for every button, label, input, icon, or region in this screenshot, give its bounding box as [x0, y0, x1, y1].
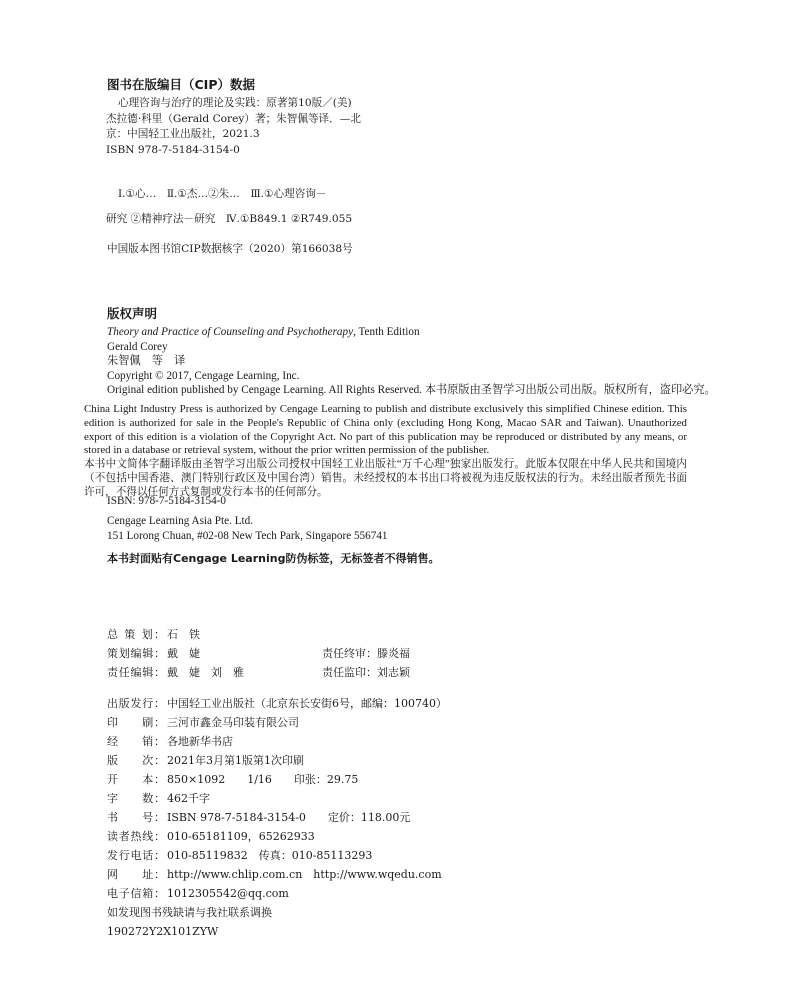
authorization-english: China Light Industry Press is authorized by Cengage Learning to publish and distribute exclusively this simplified Chinese edition. This edition is authorized for sale in the People's Republic of China only (excluding Hong Kong, Macao SAR and Taiwan). Unauthorized export of this edition is a violation of the Copyright Act. No part of this publication may be reproduced or distributed by any means, or stored in a database or retrieval system, without the prior written permission of the publisher.	[84, 403, 687, 457]
staff-label: 责任监印：	[322, 666, 377, 679]
cip-isbn: ISBN 978-7-5184-3154-0	[106, 143, 240, 156]
pub-row-phone	[107, 846, 687, 865]
pub-label: 电子信箱：	[107, 887, 165, 900]
pub-label: 出版发行：	[107, 697, 165, 710]
pub-row-email	[107, 884, 687, 903]
book-author: Gerald Corey	[107, 340, 168, 353]
cip-class-line: Ⅰ.①心… Ⅱ.①杰…②朱… Ⅲ.①心理咨询－	[118, 188, 327, 200]
staff-value: 戴 婕	[167, 647, 200, 660]
pub-value: 010-65181109，65262933	[167, 830, 315, 843]
authorization-chinese: 本书中文简体字翻译版由圣智学习出版公司授权中国轻工业出版社“万千心理”独家出版发行。此版本仅限在中华人民共和国境内（不包括中国香港、澳门特别行政区及中国台湾）销售。未经授权的本书出口将被视为违反版权法的行为。未经出版者预先书面许可，不得以任何方式复制或发行本书的任何部分。	[84, 459, 687, 498]
pub-row-hotline	[107, 827, 687, 846]
staff-row	[107, 663, 687, 682]
staff-value: 刘志颖	[377, 666, 410, 679]
cip-line: 心理咨询与治疗的理论及实践：原著第10版／(美)	[118, 97, 352, 109]
cip-class-line: 研究 ②精神疗法－研究 Ⅳ.①B849.1 ②R749.055	[106, 213, 353, 225]
copyright-line: Copyright © 2017, Cengage Learning, Inc.	[107, 369, 300, 382]
staff-row	[107, 625, 687, 644]
pub-row-code	[107, 922, 687, 941]
pub-label: 字 数：	[107, 792, 165, 805]
book-title	[107, 325, 687, 340]
staff-label: 责任终审：	[322, 647, 377, 660]
original-edition: Original edition published by Cengage Learning. All Rights Reserved. 本书原版由圣智学习出版公司出版。版权所有，盗印必究。	[107, 384, 716, 396]
pub-label: 网 址：	[107, 868, 165, 881]
print-code: 190272Y2X101ZYW	[107, 925, 219, 938]
pub-row-printer	[107, 713, 687, 732]
pub-row-edition	[107, 751, 687, 770]
pub-label: 经 销：	[107, 735, 165, 748]
pub-row-defect	[107, 903, 687, 922]
pub-row-distributor	[107, 732, 687, 751]
cengage-asia-address: 151 Lorong Chuan, #02-08 New Tech Park, Singapore 556741	[107, 529, 388, 542]
publication-details	[107, 694, 687, 941]
staff-label: 策划编辑：	[107, 647, 165, 660]
pub-label: 印 刷：	[107, 716, 165, 729]
pub-label: 读者热线：	[107, 830, 165, 843]
pub-value: http://www.chlip.com.cn http://www.wqedu.com	[167, 868, 442, 881]
cip-number: 中国版本图书馆CIP数据核字（2020）第166038号	[107, 243, 353, 255]
pub-value: 010-85119832 传真：010-85113293	[167, 849, 373, 862]
pub-row-format	[107, 770, 687, 789]
cip-heading: 图书在版编目（CIP）数据	[107, 77, 255, 92]
pub-row-website	[107, 865, 687, 884]
staff-label: 总 策 划：	[107, 628, 165, 641]
copyright-heading: 版权声明	[107, 306, 158, 321]
pub-value: 2021年3月第1版第1次印刷	[167, 754, 304, 767]
staff-credits	[107, 625, 687, 682]
book-edition: , Tenth Edition	[353, 326, 420, 338]
pub-label: 版 次：	[107, 754, 165, 767]
book-title-italic: Theory and Practice of Counseling and Psychotherapy	[107, 326, 354, 338]
pub-value: 462千字	[167, 792, 210, 805]
pub-value: 各地新华书店	[167, 735, 233, 748]
pub-value: 1012305542@qq.com	[167, 887, 289, 900]
pub-value: ISBN 978-7-5184-3154-0 定价：118.00元	[167, 811, 411, 824]
cengage-asia-name: Cengage Learning Asia Pte. Ltd.	[107, 515, 254, 527]
cengage-asia	[107, 514, 687, 543]
cip-classification	[106, 182, 678, 232]
anti-counterfeit-notice: 本书封面贴有Cengage Learning防伪标签，无标签者不得销售。	[107, 552, 440, 565]
cip-line: 杰拉德·科里（Gerald Corey）著；朱智佩等译．—北	[106, 112, 361, 125]
pub-value: 三河市鑫金马印装有限公司	[167, 716, 299, 729]
copyright-block	[107, 325, 716, 398]
pub-row-publisher	[107, 694, 687, 713]
book-translator: 朱智佩 等 译	[107, 355, 186, 367]
pub-value: 850×1092 1/16 印张：29.75	[167, 773, 359, 786]
pub-row-words	[107, 789, 687, 808]
staff-label: 责任编辑：	[107, 666, 165, 679]
staff-row	[107, 644, 687, 663]
pub-value: 中国轻工业出版社（北京东长安街6号，邮编：100740）	[167, 697, 447, 710]
defect-notice: 如发现图书残缺请与我社联系调换	[107, 906, 272, 919]
staff-value: 滕炎福	[377, 647, 410, 660]
staff-value: 石 铁	[167, 628, 200, 641]
cip-record	[106, 96, 678, 158]
pub-label: 开 本：	[107, 773, 165, 786]
cip-line: 京：中国轻工业出版社，2021.3	[106, 128, 260, 140]
pub-row-isbn	[107, 808, 687, 827]
copyright-isbn: ISBN: 978-7-5184-3154-0	[107, 495, 227, 507]
staff-value: 戴 婕 刘 雅	[167, 666, 244, 679]
pub-label: 书 号：	[107, 811, 165, 824]
pub-label: 发行电话：	[107, 849, 165, 862]
